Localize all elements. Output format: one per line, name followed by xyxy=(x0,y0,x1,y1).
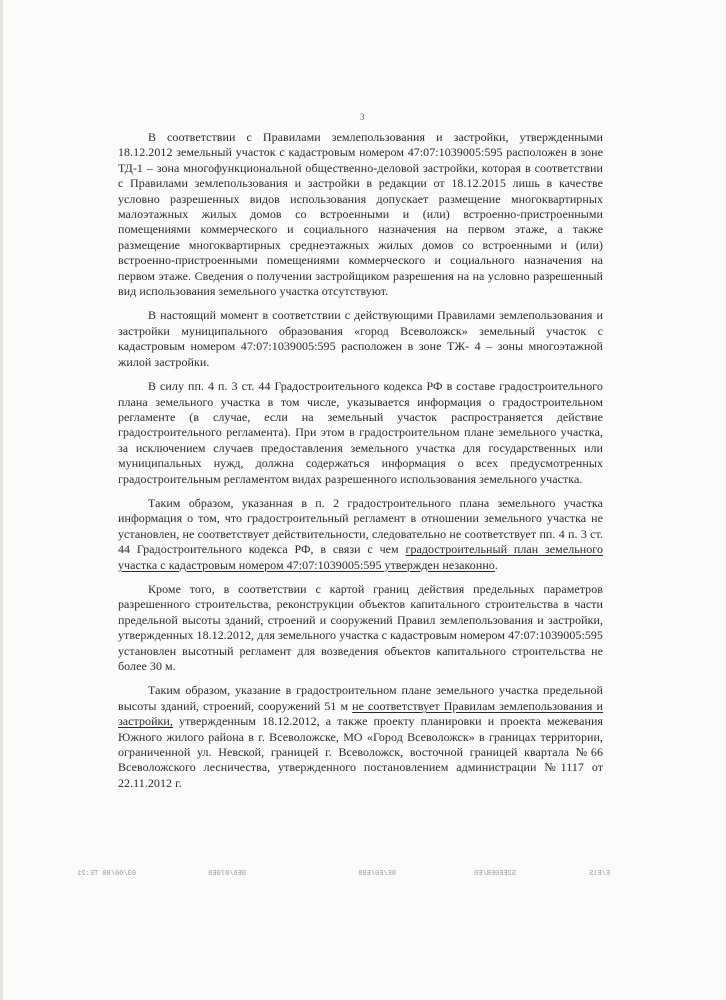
paragraph-conclusion-height xyxy=(118,683,603,791)
paragraph-text: Кроме того, в соответствии с картой границ действия предельных параметров разрешенного строительства, реконструкции объектов капитального строительства в части предельной высоты зданий, строений и сооружений Правил землепользования и застройки, утвержденных 18.12.2012, для земельного участка с кадастровым номером 47:07:1039005:595 установлен высотный регламент для возведения объектов капитального строительства не более 30 м. xyxy=(118,581,603,673)
paragraph-text: В силу пп. 4 п. 3 ст. 44 Градостроительного кодекса РФ в составе градостроительного плана земельного участка в том числе, указывается информация о градостроительном регламенте (в случае, если на земельный участок распространяется действие градостроительного регламента). При этом в градостроительном плане земельного участка, за исключением случаев предоставления земельного участка для государственных или муниципальных нужд, должна содержаться информация о всех предусмотренных градостроительным регламентом видах разрешенного использования земельного участка. xyxy=(118,379,603,486)
fax-mark: E/ElS xyxy=(588,870,610,878)
paragraph-text: . xyxy=(494,557,498,572)
underlined-text: градостроительный план земельного участка с кадастровым номером 47:07:1039005:595 утвержден незаконно xyxy=(118,542,604,572)
fax-mark: 0E6/870E0 xyxy=(208,870,246,878)
fax-header-bleedthrough xyxy=(0,870,726,884)
fax-mark: S2EE0EB/E0 xyxy=(473,870,516,878)
paragraph-zoning-tzh4 xyxy=(118,308,603,370)
paragraph-code-article-44 xyxy=(118,379,603,487)
fax-mark: 8E/E0/E08 xyxy=(358,870,396,878)
paragraph-text: Таким образом, указание в градостроительном плане земельного участка предельной высоты зданий, строений, сооружений 51 м xyxy=(118,683,603,713)
scan-edge xyxy=(0,0,3,1000)
paragraph-text: В соответствии с Правилами землепользования и застройки, утвержденными 18.12.2012 земельный участок с кадастровым номером 47:07:1039005:595 расположен в зоне ТД-1 – зона многофункциональной общественно-деловой застройки, которая в соответствии с Правилами землепользования и застройки в редакции от 18.12.2015 лишь в качестве условно разрешенных видов использования допускает размещение многоквартирных малоэтажных жилых домов со встроенными и (или) встроенно-пристроенными помещениями коммерческого и социального назначения на первом этаже, а также размещение многоквартирных среднеэтажных жилых домов со встроенными и (или) встроенно-пристроенными помещениями коммерческого и социального назначения на первом этаже. Сведения о получении застройщиком разрешения на на условно разрешенный вид использования земельного участка отсутствуют. xyxy=(118,130,603,299)
paragraph-text: В настоящий момент в соответствии с действующими Правилами землепользования и застройки муниципального образования «город Всеволожск» земельный участок с кадастровым номером 47:07:1039005:595 расположен в зоне ТЖ- 4 – зоны многоэтажной жилой застройки. xyxy=(118,308,603,369)
paragraph-text: Таким образом, указанная в п. 2 градостроительного плана земельного участка информация о том, что градостроительный регламент в отношении земельного участка не установлен, не соответствует действительности, следовательно не соответствует пп. 4 п. 3 ст. 44 Градостроительного кодекса РФ, в связи с чем xyxy=(118,495,603,557)
paragraph-height-limit xyxy=(118,582,603,674)
underlined-text: не соответствует Правилам землепользования и застройки, xyxy=(118,698,603,729)
document-body xyxy=(118,130,603,800)
fax-mark: 03/60/80 TE:21 xyxy=(77,870,136,878)
paragraph-conclusion-plan xyxy=(118,496,603,573)
page-number: 3 xyxy=(360,112,365,122)
paragraph-text: утвержденным 18.12.2012, а также проекту планировки и проекта межевания Южного жилого района в г. Всеволожске, МО «Город Всеволожск» в границах территории, ограниченной ул. Невской, границей г. Всеволожск, восточной границей квартала №66 Всеволожского лесничества, утвержденного постановлением администрации №1117 от 22.11.2012 г. xyxy=(118,714,603,790)
paragraph-zoning-td1 xyxy=(118,130,603,299)
